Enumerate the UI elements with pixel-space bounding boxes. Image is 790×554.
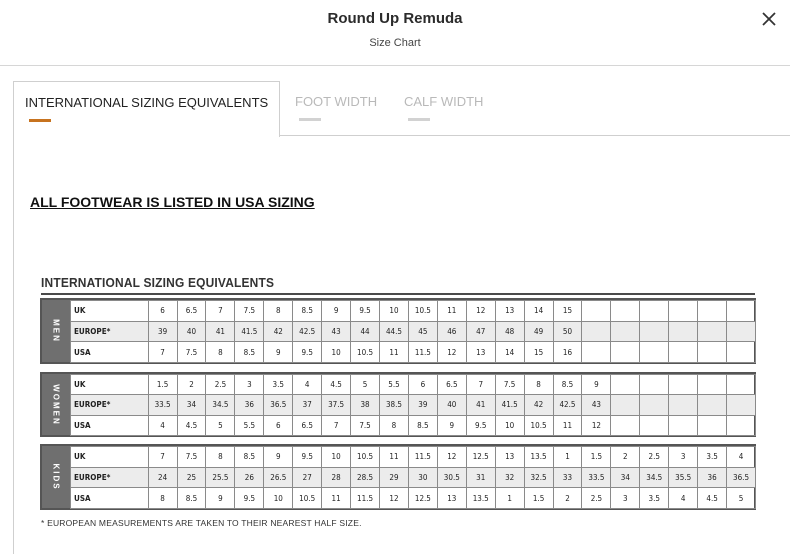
size-cell: 11 — [322, 488, 351, 509]
size-cell: 11.5 — [408, 342, 437, 363]
size-cell: 7.5 — [235, 301, 264, 322]
size-cell: 3.5 — [264, 375, 293, 395]
size-cell — [611, 342, 640, 363]
size-cell: 46 — [437, 321, 466, 342]
size-cell: 7 — [148, 342, 177, 363]
size-cell: 14 — [524, 301, 553, 322]
table-row — [71, 321, 756, 342]
size-cell: 1.5 — [148, 375, 177, 395]
size-cell — [727, 375, 756, 395]
table-row — [71, 447, 756, 468]
size-cell — [640, 375, 669, 395]
size-cell: 7.5 — [177, 447, 206, 468]
size-cell — [669, 395, 698, 415]
size-cell: 29 — [380, 467, 409, 488]
row-label: UK — [71, 447, 149, 468]
size-cell: 15 — [524, 342, 553, 363]
size-cell: 7.5 — [177, 342, 206, 363]
size-cell — [640, 301, 669, 322]
size-cell: 5.5 — [380, 375, 409, 395]
size-cell — [611, 415, 640, 435]
size-cell: 10.5 — [408, 301, 437, 322]
size-cell: 44 — [351, 321, 380, 342]
size-cell: 10 — [322, 447, 351, 468]
size-cell: 10.5 — [524, 415, 553, 435]
size-cell: 33.5 — [148, 395, 177, 415]
size-cell: 27 — [293, 467, 322, 488]
table-row — [71, 375, 756, 395]
size-cell: 12 — [466, 301, 495, 322]
size-cell: 12 — [380, 488, 409, 509]
size-cell — [698, 375, 727, 395]
size-cell: 41 — [206, 321, 235, 342]
size-cell — [582, 321, 611, 342]
size-cell: 10 — [322, 342, 351, 363]
size-cell: 8.5 — [408, 415, 437, 435]
size-cell: 7 — [466, 375, 495, 395]
size-cell: 6 — [264, 415, 293, 435]
size-cell: 37.5 — [322, 395, 351, 415]
size-cell: 2 — [611, 447, 640, 468]
size-cell: 34 — [611, 467, 640, 488]
row-label: EUROPE* — [71, 395, 149, 415]
size-cell: 6 — [148, 301, 177, 322]
size-cell: 5.5 — [235, 415, 264, 435]
row-label: USA — [71, 415, 149, 435]
size-cell: 3.5 — [640, 488, 669, 509]
size-cell — [669, 301, 698, 322]
size-cell — [698, 342, 727, 363]
size-cell: 4 — [293, 375, 322, 395]
size-cell: 7.5 — [351, 415, 380, 435]
size-cell: 4.5 — [698, 488, 727, 509]
size-cell: 30.5 — [437, 467, 466, 488]
size-cell: 10.5 — [293, 488, 322, 509]
size-cell: 2.5 — [206, 375, 235, 395]
size-cell: 12 — [437, 342, 466, 363]
size-cell: 4.5 — [322, 375, 351, 395]
size-cell: 12 — [437, 447, 466, 468]
size-cell: 1.5 — [524, 488, 553, 509]
size-cell: 49 — [524, 321, 553, 342]
row-label: USA — [71, 342, 149, 363]
size-cell: 37 — [293, 395, 322, 415]
size-cell: 8.5 — [177, 488, 206, 509]
size-cell: 45 — [408, 321, 437, 342]
row-label: EUROPE* — [71, 321, 149, 342]
size-cell: 47 — [466, 321, 495, 342]
size-cell — [640, 321, 669, 342]
size-cell — [611, 301, 640, 322]
group-label-text: KIDS — [51, 463, 61, 491]
size-cell: 43 — [322, 321, 351, 342]
usa-sizing-notice: ALL FOOTWEAR IS LISTED IN USA SIZING — [30, 194, 315, 210]
size-cell: 7 — [206, 301, 235, 322]
tab-panel — [13, 135, 790, 554]
row-label: USA — [71, 488, 149, 509]
size-cell — [582, 342, 611, 363]
size-cell: 10 — [495, 415, 524, 435]
size-cell: 16 — [553, 342, 582, 363]
size-cell: 9 — [264, 447, 293, 468]
size-group-men — [40, 298, 756, 364]
size-cell — [611, 321, 640, 342]
size-cell — [640, 415, 669, 435]
size-cell: 10 — [264, 488, 293, 509]
size-cell: 8 — [264, 301, 293, 322]
size-cell: 35.5 — [669, 467, 698, 488]
size-cell: 34 — [177, 395, 206, 415]
size-cell: 6.5 — [177, 301, 206, 322]
table-row — [71, 342, 756, 363]
size-cell: 41.5 — [235, 321, 264, 342]
size-cell — [582, 301, 611, 322]
size-cell: 3.5 — [698, 447, 727, 468]
size-cell: 11 — [380, 447, 409, 468]
size-cell — [727, 415, 756, 435]
size-cell: 3 — [611, 488, 640, 509]
group-label — [42, 300, 70, 362]
size-cell: 33 — [553, 467, 582, 488]
size-cell — [669, 342, 698, 363]
footnote: * EUROPEAN MEASUREMENTS ARE TAKEN TO THEIR NEAREST HALF SIZE. — [41, 518, 362, 528]
size-cell: 5 — [351, 375, 380, 395]
size-cell: 32 — [495, 467, 524, 488]
size-cell: 14 — [495, 342, 524, 363]
size-cell — [727, 342, 756, 363]
size-cell: 43 — [582, 395, 611, 415]
size-cell: 13 — [466, 342, 495, 363]
size-cell: 28 — [322, 467, 351, 488]
size-cell: 9.5 — [351, 301, 380, 322]
size-cell: 28.5 — [351, 467, 380, 488]
size-cell: 11.5 — [351, 488, 380, 509]
size-cell: 6.5 — [293, 415, 322, 435]
size-cell: 2 — [177, 375, 206, 395]
close-icon — [758, 8, 780, 30]
size-cell: 41.5 — [495, 395, 524, 415]
size-cell — [698, 395, 727, 415]
size-cell — [640, 342, 669, 363]
modal-header — [0, 0, 790, 66]
size-table — [70, 300, 756, 363]
size-cell: 7 — [148, 447, 177, 468]
size-cell: 33.5 — [582, 467, 611, 488]
size-cell: 13 — [495, 447, 524, 468]
size-cell: 7.5 — [495, 375, 524, 395]
size-cell: 13.5 — [466, 488, 495, 509]
size-cell — [669, 415, 698, 435]
tab-international-sizing[interactable] — [13, 81, 280, 137]
size-cell: 13 — [495, 301, 524, 322]
size-table — [70, 374, 756, 436]
size-cell: 36.5 — [727, 467, 756, 488]
size-cell: 40 — [177, 321, 206, 342]
tab-indicator — [408, 118, 430, 121]
size-cell: 42 — [264, 321, 293, 342]
tab-label: CALF WIDTH — [404, 94, 484, 109]
size-cell: 13.5 — [524, 447, 553, 468]
size-cell: 11 — [437, 301, 466, 322]
close-button[interactable] — [758, 8, 780, 30]
tab-label: FOOT WIDTH — [295, 94, 378, 109]
tab-foot-width[interactable] — [295, 81, 395, 135]
size-cell: 12.5 — [408, 488, 437, 509]
size-cell — [669, 321, 698, 342]
size-cell: 1 — [495, 488, 524, 509]
size-cell: 6 — [408, 375, 437, 395]
size-cell: 2.5 — [640, 447, 669, 468]
size-cell: 8.5 — [553, 375, 582, 395]
tab-indicator — [299, 118, 321, 121]
size-cell: 2.5 — [582, 488, 611, 509]
size-cell: 9 — [206, 488, 235, 509]
size-cell: 4 — [727, 447, 756, 468]
group-label — [42, 374, 70, 435]
size-cell: 8 — [206, 447, 235, 468]
table-row — [71, 467, 756, 488]
size-cell: 4 — [148, 415, 177, 435]
row-label: EUROPE* — [71, 467, 149, 488]
size-cell: 8 — [148, 488, 177, 509]
size-group-kids — [40, 444, 756, 510]
size-cell: 1.5 — [582, 447, 611, 468]
tab-calf-width[interactable] — [404, 81, 494, 135]
size-cell: 10 — [380, 301, 409, 322]
size-cell: 9.5 — [293, 342, 322, 363]
size-cell: 42.5 — [293, 321, 322, 342]
size-cell: 48 — [495, 321, 524, 342]
size-cell — [727, 395, 756, 415]
group-label — [42, 446, 70, 508]
size-cell: 2 — [553, 488, 582, 509]
size-cell: 9.5 — [466, 415, 495, 435]
table-row — [71, 301, 756, 322]
tab-active-indicator — [29, 119, 51, 122]
group-label-text: MEN — [51, 319, 61, 343]
size-cell: 38.5 — [380, 395, 409, 415]
size-cell: 26.5 — [264, 467, 293, 488]
size-cell — [698, 301, 727, 322]
size-cell: 24 — [148, 467, 177, 488]
size-cell: 32.5 — [524, 467, 553, 488]
size-cell: 31 — [466, 467, 495, 488]
size-cell: 3 — [235, 375, 264, 395]
size-group-women — [40, 372, 756, 437]
size-cell: 1 — [553, 447, 582, 468]
size-cell: 40 — [437, 395, 466, 415]
product-title: Round Up Remuda — [327, 10, 463, 27]
size-cell: 34.5 — [640, 467, 669, 488]
size-cell: 10.5 — [351, 447, 380, 468]
size-cell: 39 — [148, 321, 177, 342]
size-cell: 26 — [235, 467, 264, 488]
size-cell — [669, 375, 698, 395]
size-cell: 8.5 — [293, 301, 322, 322]
group-label-text: WOMEN — [51, 383, 61, 426]
size-cell: 12 — [582, 415, 611, 435]
size-cell: 9 — [437, 415, 466, 435]
size-cell: 6.5 — [437, 375, 466, 395]
size-cell: 8 — [524, 375, 553, 395]
size-cell — [640, 395, 669, 415]
table-row — [71, 395, 756, 415]
size-cell: 8 — [206, 342, 235, 363]
size-cell: 5 — [727, 488, 756, 509]
size-cell: 5 — [206, 415, 235, 435]
size-cell: 50 — [553, 321, 582, 342]
size-cell: 13 — [437, 488, 466, 509]
row-label: UK — [71, 375, 149, 395]
size-cell: 15 — [553, 301, 582, 322]
size-cell — [611, 375, 640, 395]
size-cell: 4.5 — [177, 415, 206, 435]
size-cell: 25.5 — [206, 467, 235, 488]
size-cell: 41 — [466, 395, 495, 415]
size-table — [70, 446, 756, 509]
size-cell: 9 — [582, 375, 611, 395]
size-cell: 34.5 — [206, 395, 235, 415]
size-cell: 8 — [380, 415, 409, 435]
size-cell: 38 — [351, 395, 380, 415]
modal-subtitle: Size Chart — [369, 37, 421, 49]
size-cell: 8.5 — [235, 447, 264, 468]
size-cell: 8.5 — [235, 342, 264, 363]
size-cell: 42.5 — [553, 395, 582, 415]
size-cell: 30 — [408, 467, 437, 488]
size-cell — [698, 321, 727, 342]
size-cell — [611, 395, 640, 415]
size-cell: 42 — [524, 395, 553, 415]
chart-divider — [41, 293, 755, 295]
size-cell — [727, 321, 756, 342]
table-row — [71, 488, 756, 509]
size-chart-tabs — [13, 81, 790, 135]
table-row — [71, 415, 756, 435]
size-cell: 25 — [177, 467, 206, 488]
size-cell: 11.5 — [408, 447, 437, 468]
size-cell: 39 — [408, 395, 437, 415]
size-cell: 9 — [322, 301, 351, 322]
size-cell — [727, 301, 756, 322]
chart-title: INTERNATIONAL SIZING EQUIVALENTS — [41, 275, 275, 290]
size-cell: 36 — [698, 467, 727, 488]
size-cell: 11 — [553, 415, 582, 435]
size-cell: 9.5 — [235, 488, 264, 509]
size-cell: 36 — [235, 395, 264, 415]
size-cell: 10.5 — [351, 342, 380, 363]
tab-label: INTERNATIONAL SIZING EQUIVALENTS — [25, 95, 269, 110]
size-cell: 12.5 — [466, 447, 495, 468]
size-cell: 36.5 — [264, 395, 293, 415]
size-cell: 9 — [264, 342, 293, 363]
row-label: UK — [71, 301, 149, 322]
size-cell: 4 — [669, 488, 698, 509]
size-cell: 11 — [380, 342, 409, 363]
size-cell — [698, 415, 727, 435]
size-cell: 3 — [669, 447, 698, 468]
size-cell: 9.5 — [293, 447, 322, 468]
size-cell: 7 — [322, 415, 351, 435]
size-cell: 44.5 — [380, 321, 409, 342]
